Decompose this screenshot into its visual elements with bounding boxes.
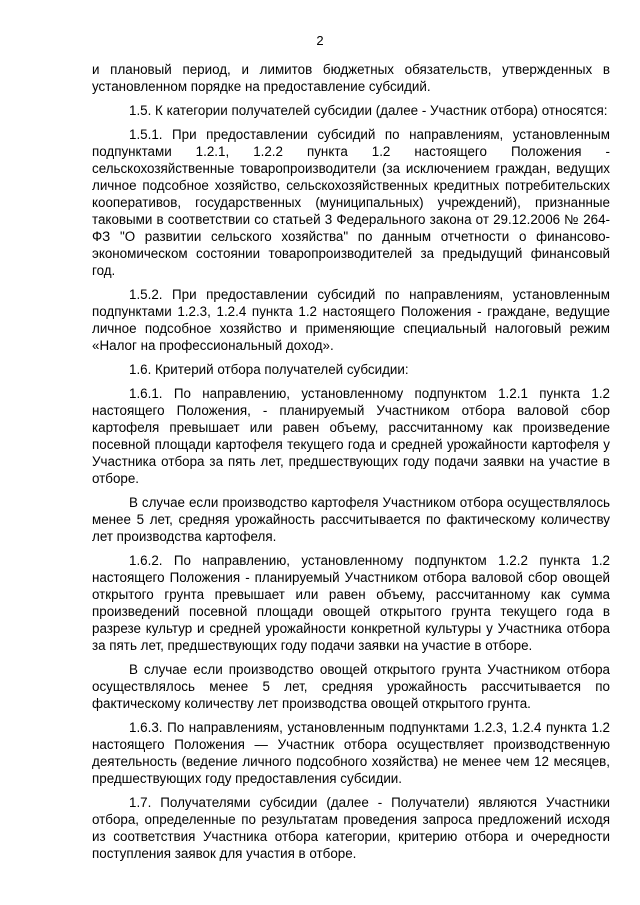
paragraph-1-5-1: 1.5.1. При предоставлении субсидий по направлениям, установленным подпунктами 1.2.1, 1.2.2 пункта 1.2 настоящего Положения - сельскохозяйственные товаропроизводители (за исключением граждан, ведущих личное подсобное хозяйство, сельскохозяйственных кредитных потребительских кооперативов, государственных (муниципальных) учреждений), признанные таковыми в соответствии со статьей 3 Федерального закона от 29.12.2006 № 264-ФЗ "О развитии сельского хозяйства" по данным отчетности о финансово-экономическом состоянии товаропроизводителей за предыдущий финансовый год. bbox=[92, 127, 610, 278]
paragraph-1-6-2: 1.6.2. По направлению, установленному подпунктом 1.2.2 пункта 1.2 настоящего Положения - планируемый Участником отбора валовой сбор овощей открытого грунта превышает или равен объему, рассчитанному как сумма произведений посевной площади овощей открытого грунта текущего года в разрезе культур и средней урожайности конкретной культуры у Участника отбора за пять лет, предшествующих году подачи заявки на участие в отборе. bbox=[92, 553, 610, 653]
paragraph-1-7: 1.7. Получателями субсидии (далее - Получатели) являются Участники отбора, определенные по результатам проведения запроса предложений исходя из соответствия Участника отбора категории, критерию отбора и очередности поступления заявок для участия в отборе. bbox=[92, 795, 610, 861]
paragraph-1-6-2-note: В случае если производство овощей открытого грунта Участником отбора осуществлялось менее 5 лет, средняя урожайность рассчитывается по фактическому количеству лет производства овощей открытого грунта. bbox=[92, 662, 610, 711]
document-body bbox=[92, 61, 610, 869]
paragraph-1-6-3: 1.6.3. По направлениям, установленным подпунктами 1.2.3, 1.2.4 пункта 1.2 настоящего Положения — Участник отбора осуществляет производственную деятельность (ведение личного подсобного хозяйства) не менее чем 12 месяцев, предшествующих году предоставления субсидии. bbox=[92, 720, 610, 786]
paragraph-1-5: 1.5. К категории получателей субсидии (далее - Участник отбора) относятся: bbox=[129, 103, 608, 118]
paragraph-1-6-1: 1.6.1. По направлению, установленному подпунктом 1.2.1 пункта 1.2 настоящего Положения, - планируемый Участником отбора валовой сбор картофеля превышает или равен объему, рассчитанному как произведение посевной площади картофеля текущего года и средней урожайности картофеля у Участника отбора за пять лет, предшествующих году подачи заявки на участие в отборе. bbox=[92, 386, 610, 486]
paragraph-1-6: 1.6. Критерий отбора получателей субсидии: bbox=[129, 362, 409, 377]
paragraph-continuation: и плановый период, и лимитов бюджетных обязательств, утвержденных в установленном порядке на предоставление субсидий. bbox=[92, 62, 610, 94]
page-number: 2 bbox=[316, 33, 324, 48]
paragraph-1-5-2: 1.5.2. При предоставлении субсидий по направлениям, установленным подпунктами 1.2.3, 1.2.4 пункта 1.2 настоящего Положения - граждане, ведущие личное подсобное хозяйство и применяющие специальный налоговый режим «Налог на профессиональный доход». bbox=[92, 287, 610, 353]
paragraph-1-6-1-note: В случае если производство картофеля Участником отбора осуществлялось менее 5 лет, средняя урожайность рассчитывается по фактическому количеству лет производства картофеля. bbox=[92, 495, 610, 544]
